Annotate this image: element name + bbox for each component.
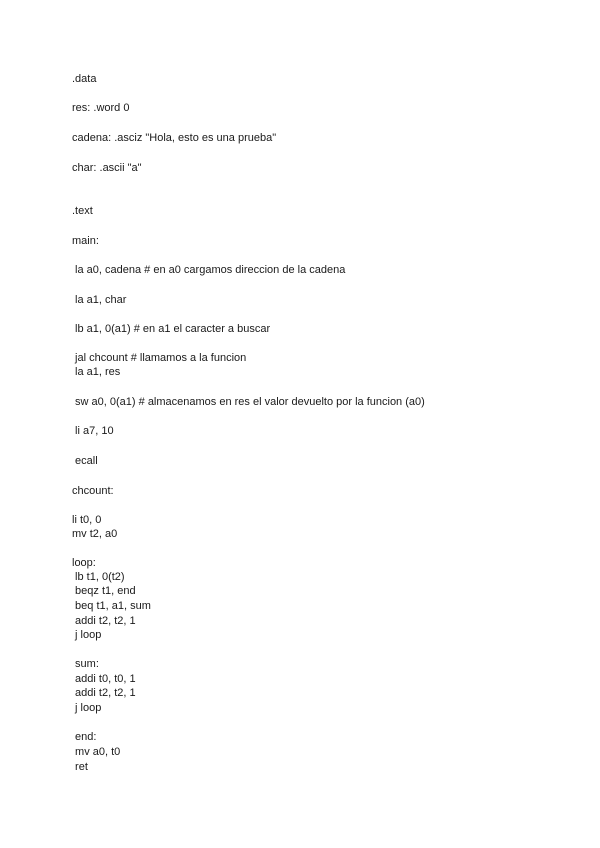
code-line: sum:: [72, 658, 99, 670]
code-line: .data: [72, 73, 97, 85]
code-line: j loop: [72, 629, 102, 641]
code-line: addi t2, t2, 1: [72, 615, 136, 627]
code-line: cadena: .asciz "Hola, esto es una prueba": [72, 132, 277, 144]
code-line: li a7, 10: [72, 425, 114, 437]
code-line: res: .word 0: [72, 102, 130, 114]
code-line: main:: [72, 235, 99, 247]
code-line: la a0, cadena # en a0 cargamos direccion de la cadena: [72, 264, 346, 276]
code-line: j loop: [72, 702, 102, 714]
code-line: la a1, char: [72, 294, 127, 306]
code-line: li t0, 0: [72, 514, 102, 526]
code-line: .text: [72, 205, 93, 217]
code-line: ret: [72, 761, 88, 773]
code-line: lb t1, 0(t2): [72, 571, 125, 583]
code-line: end:: [72, 731, 97, 743]
code-line: char: .ascii "a": [72, 162, 142, 174]
code-line: beq t1, a1, sum: [72, 600, 151, 612]
code-line: beqz t1, end: [72, 585, 136, 597]
code-line: jal chcount # llamamos a la funcion: [72, 352, 247, 364]
code-line: mv t2, a0: [72, 528, 118, 540]
code-line: mv a0, t0: [72, 746, 121, 758]
code-line: ecall: [72, 455, 98, 467]
code-line: la a1, res: [72, 366, 121, 378]
code-line: lb a1, 0(a1) # en a1 el caracter a buscar: [72, 323, 271, 335]
code-line: sw a0, 0(a1) # almacenamos en res el valor devuelto por la funcion (a0): [72, 396, 425, 408]
code-line: loop:: [72, 557, 96, 569]
code-line: addi t0, t0, 1: [72, 673, 136, 685]
code-line: chcount:: [72, 485, 114, 497]
code-line: addi t2, t2, 1: [72, 687, 136, 699]
